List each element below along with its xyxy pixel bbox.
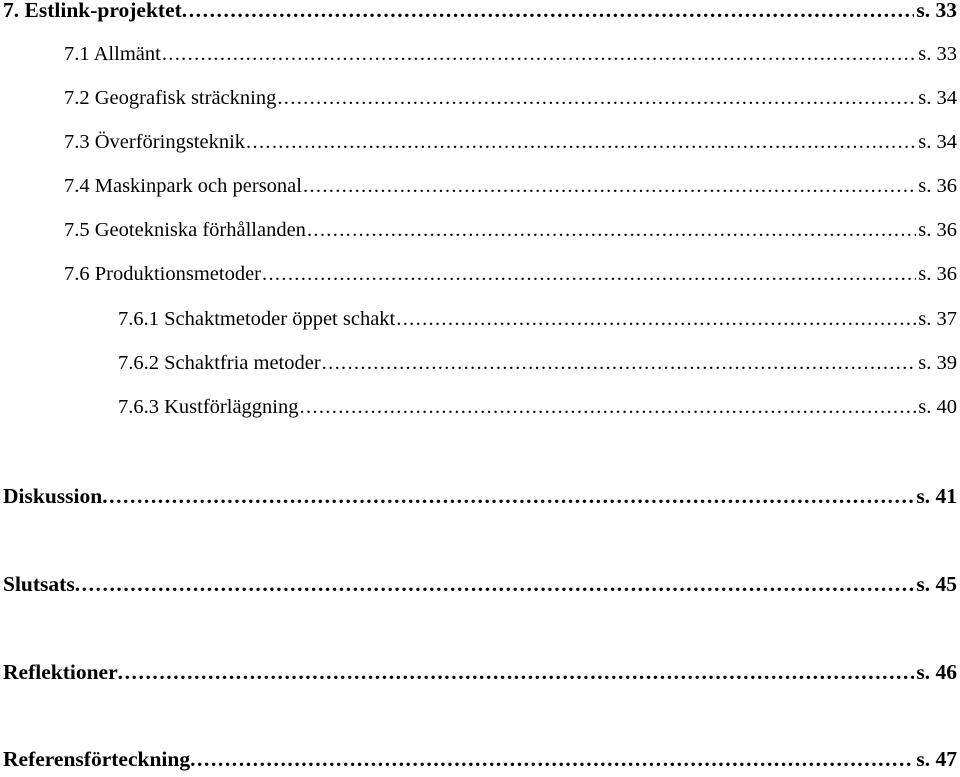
toc-entry-label: 7.4 Maskinpark och personal [64, 175, 302, 197]
toc-dot-leader [300, 397, 917, 418]
toc-entry-label: 7. Estlink-projektet [3, 0, 182, 22]
toc-entry-label: 7.3 Överföringsteknik [64, 131, 246, 153]
toc-entry-label: 7.6.1 Schaktmetoder öppet schakt [118, 308, 396, 330]
toc-entry-page: s. 34 [918, 87, 957, 109]
toc-entry-label: Diskussion [3, 484, 103, 508]
toc-dot-leader [190, 749, 914, 771]
toc-dot-leader [322, 353, 917, 374]
toc-dot-leader [182, 0, 915, 22]
toc-entry-schaktmetoder[interactable] [118, 309, 957, 330]
toc-entry-label: Referensförteckning [3, 747, 191, 771]
toc-entry-overforingsteknik[interactable] [64, 132, 957, 153]
toc-entry-page: s. 39 [918, 352, 957, 374]
toc-entry-geotekniska[interactable] [64, 220, 957, 241]
toc-dot-leader [396, 309, 916, 330]
toc-entry-allmant[interactable] [64, 44, 957, 65]
toc-entry-page: s. 33 [916, 0, 957, 22]
toc-entry-page: s. 34 [918, 131, 957, 153]
toc-entry-label: 7.1 Allmänt [64, 43, 161, 65]
toc-entry-label: 7.5 Geotekniska förhållanden [64, 219, 306, 241]
toc-dot-leader [277, 88, 916, 109]
toc-entry-page: s. 36 [918, 219, 957, 241]
toc-entry-page: s. 37 [918, 308, 957, 330]
toc-entry-page: s. 36 [918, 175, 957, 197]
toc-entry-page: s. 41 [916, 484, 957, 508]
toc-entry-diskussion[interactable] [3, 486, 957, 508]
toc-dot-leader [303, 176, 916, 197]
toc-entry-schaktfria[interactable] [118, 353, 957, 374]
toc-entry-page: s. 46 [916, 660, 957, 684]
toc-entry-label: 7.6.3 Kustförläggning [118, 396, 299, 418]
toc-entry-produktionsmetoder[interactable] [64, 264, 957, 285]
toc-entry-label: 7.2 Geografisk sträckning [64, 87, 277, 109]
toc-dot-leader [307, 220, 916, 241]
toc-dot-leader [162, 44, 916, 65]
toc-entry-label: Reflektioner [3, 660, 118, 684]
toc-entry-label: 7.6.2 Schaktfria metoder [118, 352, 321, 374]
toc-entry-estlink-projektet[interactable] [3, 0, 957, 22]
toc-dot-leader [118, 662, 915, 684]
toc-entry-reflektioner[interactable] [3, 662, 957, 684]
toc-entry-label: Slutsats [3, 572, 75, 596]
toc-entry-page: s. 36 [918, 263, 957, 285]
toc-entry-slutsats[interactable] [3, 574, 957, 596]
toc-entry-label: 7.6 Produktionsmetoder [64, 263, 262, 285]
toc-entry-referensforteckning[interactable] [3, 749, 957, 771]
toc-entry-page: s. 45 [916, 572, 957, 596]
toc-entry-kustforlaggning[interactable] [118, 397, 957, 418]
toc-dot-leader [75, 574, 915, 596]
toc-dot-leader [262, 264, 916, 285]
toc-entry-geografisk-strackning[interactable] [64, 88, 957, 109]
toc-dot-leader [102, 486, 914, 508]
toc-entry-maskinpark[interactable] [64, 176, 957, 197]
toc-entry-page: s. 33 [918, 43, 957, 65]
toc-entry-page: s. 40 [918, 396, 957, 418]
toc-entry-page: s. 47 [916, 747, 957, 771]
toc-dot-leader [246, 132, 916, 153]
